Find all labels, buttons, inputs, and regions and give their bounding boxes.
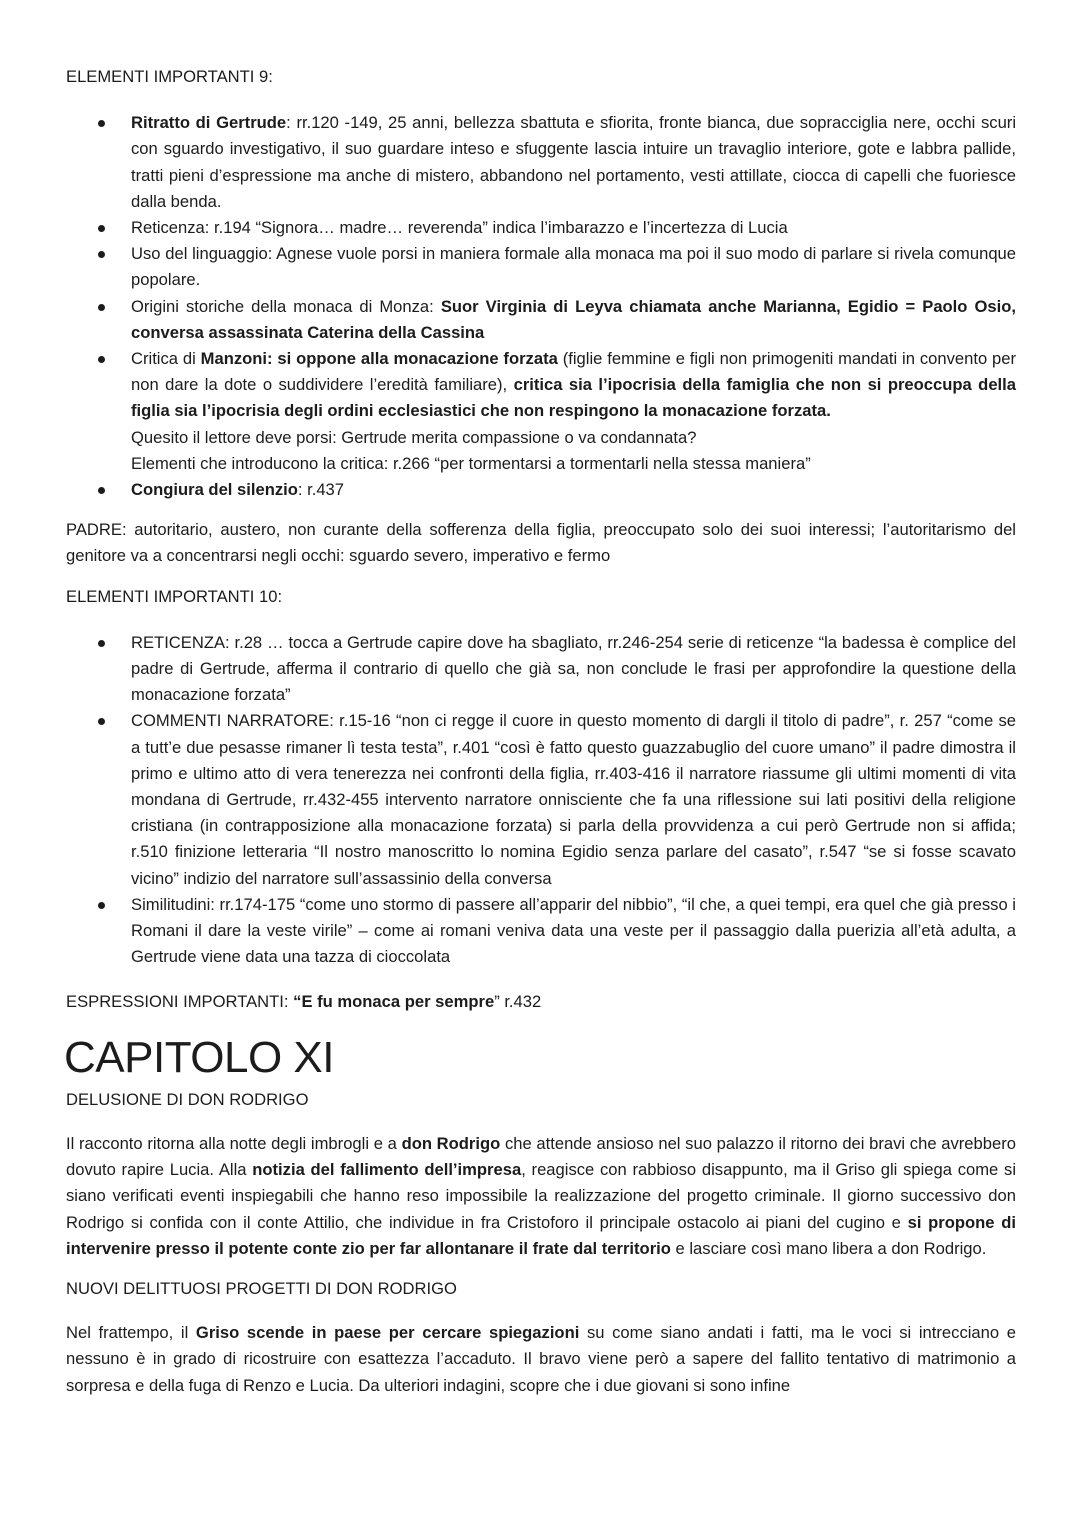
list-item-text: Elementi che introducono la critica: r.266 “per tormentarsi a tormentarli nella stessa maniera” <box>131 453 811 473</box>
list-item <box>131 294 1016 346</box>
heading-elementi-9: ELEMENTI IMPORTANTI 9: <box>66 67 273 86</box>
list-item-text: Uso del linguaggio: Agnese vuole porsi in maniera formale alla monaca ma poi il suo modo di parlare si rivela comunque popolare. <box>131 244 1016 290</box>
heading-elementi-10: ELEMENTI IMPORTANTI 10: <box>66 586 283 606</box>
list-item-text: COMMENTI NARRATORE: r.15-16 “non ci regge il cuore in questo momento di dargli il titolo di padre”, r. 257 “come se a tutt’e due pesasse rimaner lì testa testa”, r.401 “così è fatto questo guazzabuglio del cuore umano” il padre dimostra il primo e ultimo atto di vera tenerezza nei confronti della figlia, rr.403-416 il narratore riassume gli ultimi momenti di vita mondana di Gertrude, rr.432-455 intervento narratore onnisciente che fa una riflessione sui lati positivi della religione cristiana (in contrapposizione alla monacazione forzata) si parla della provvidenza a cui però Gertrude non si affida; r.510 finizione letteraria “Il nostro manoscritto lo nomina Egidio senza parlare del casato”, r.547 “se si fosse scavato vicino” indizio del narratore sull’assassinio della conversa <box>131 711 1016 888</box>
list-item <box>131 215 1016 241</box>
padre-paragraph: PADRE: autoritario, austero, non curante della sofferenza della figlia, preoccupato solo dei suoi interessi; l’autoritarismo del genitore va a concentrarsi negli occhi: sguardo severo, imperativo e fermo <box>66 520 1016 566</box>
bold-text: critica sia l’ipocrisia della famiglia che non si preoccupa della figlia sia l’ipocrisia degli ordini ecclesiastici che non respingono la monacazione forzata. <box>131 375 1016 421</box>
paragraph-text: Il racconto ritorna alla notte degli imbrogli e a <box>66 1133 402 1153</box>
paragraph-text: , reagisce con rabbioso disappunto, ma il Griso gli spiega come si siano verificati eventi inspiegabili che hanno reso impossibile la realizzazione del progetto criminale. Il giorno successivo don Rodrigo si confida con il conte Attilio, che individue in fra Cristoforo il principale ostacolo ai piani del cugino e <box>66 1160 1017 1232</box>
bold-text: Ritratto di Gertrude <box>131 113 287 133</box>
paragraph-text: che attende ansioso nel suo palazzo il ritorno dei bravi che avrebbero dovuto rapire Lucia. Alla <box>66 1133 1016 1180</box>
paragraph <box>66 1320 1016 1399</box>
list-item <box>131 110 1016 215</box>
bullet-list-9 <box>66 110 1016 503</box>
list-item <box>131 346 1016 477</box>
list-item-text: : r.437 <box>297 480 345 500</box>
list-item <box>131 892 1016 971</box>
list-item <box>131 630 1016 709</box>
list-item-text: RETICENZA: r.28 … tocca a Gertrude capire dove ha sbagliato, rr.246-254 serie di reticenze “la badessa è complice del padre di Gertrude, afferma il contrario di quello che già sa, non conclude le frasi per approfondire la questione della monacazione forzata” <box>131 632 1016 705</box>
bullet-icon <box>98 225 105 232</box>
bold-text: Manzoni: si oppone alla monacazione forzata <box>200 349 558 369</box>
bullet-list-10 <box>66 630 1016 971</box>
list-item-text: Critica di <box>131 349 201 369</box>
paragraph-text: Nel frattempo, il <box>66 1323 196 1343</box>
bullet-icon <box>98 120 105 127</box>
list-item-text: Origini storiche della monaca di Monza: <box>131 296 441 316</box>
paragraph-text: e lasciare così mano libera a don Rodrigo. <box>670 1238 987 1258</box>
bold-text: Suor Virginia di Leyva chiamata anche Marianna, Egidio = Paolo Osio, conversa assassinata Caterina della Cassina <box>131 296 1016 342</box>
bold-text: notizia del fallimento dell’impresa <box>252 1160 522 1180</box>
list-item <box>131 708 1016 891</box>
bold-text: “E fu monaca per sempre <box>293 991 495 1011</box>
bullet-icon <box>98 718 105 725</box>
list-item-text: (figlie femmine e figli non primogeniti mandati in convento per non dare la dote o suddividere l’eredità familiare), <box>131 349 1017 395</box>
list-item-text: Quesito il lettore deve porsi: Gertrude merita compassione o va condannata? <box>131 427 697 447</box>
section-heading: NUOVI DELITTUOSI PROGETTI DI DON RODRIGO <box>66 1278 457 1298</box>
chapter-title: CAPITOLO XI <box>64 1032 334 1082</box>
bullet-icon <box>98 304 105 311</box>
bullet-icon <box>98 487 105 494</box>
list-item-text: : rr.120 -149, 25 anni, bellezza sbattuta e sfiorita, fronte bianca, due sopracciglia nere, occhi scuri con sguardo investigativo, il suo guardare inteso e sfuggente lascia intuire un travaglio interiore, gote e labbra pallide, tratti pieni d’espressione ma anche di mistero, abbandono nel portamento, vesti attillate, ciocca di capelli che fuoriesce dalla benda. <box>131 113 1017 211</box>
bullet-icon <box>98 640 105 647</box>
bullet-icon <box>98 902 105 909</box>
paragraph-text: su come siano andati i fatti, ma le voci si intrecciano e nessuno è in grado di ricostruire con esattezza l’accaduto. Il bravo viene però a sapere del fallito tentativo di matrimonio a sorpresa e della fuga di Renzo e Lucia. Da ulteriori indagini, scopre che i due giovani si sono infine <box>66 1323 1016 1395</box>
bullet-icon <box>98 356 105 363</box>
bold-text: don Rodrigo <box>401 1133 501 1153</box>
paragraph <box>66 1131 1016 1262</box>
list-item-text: Similitudini: rr.174-175 “come uno stormo di passere all’apparir del nibbio”, “il che, a quei tempi, era quel che già presso i Romani il dare la veste virile” – come ai romani veniva data una veste per il passaggio dalla puerizia all’età adulta, a Gertrude viene data una tazza di cioccolata <box>131 894 1016 967</box>
list-item <box>131 477 1016 503</box>
bullet-icon <box>98 251 105 258</box>
espressioni-importanti <box>66 989 1016 1015</box>
list-item-text: Reticenza: r.194 “Signora… madre… reverenda” indica l’imbarazzo e l’incertezza di Lucia <box>131 218 788 238</box>
bold-text: si propone di intervenire presso il potente conte zio per far allontanare il frate dal territorio <box>66 1212 1016 1258</box>
document-page <box>66 64 1016 1399</box>
bold-text: Congiura del silenzio <box>131 480 298 500</box>
list-item <box>131 241 1016 293</box>
bold-text: Griso scende in paese per cercare spiegazioni <box>195 1323 580 1343</box>
espr-ref: ” r.432 <box>494 991 542 1011</box>
section-heading: DELUSIONE DI DON RODRIGO <box>66 1089 309 1109</box>
espr-label: ESPRESSIONI IMPORTANTI: <box>66 991 294 1011</box>
